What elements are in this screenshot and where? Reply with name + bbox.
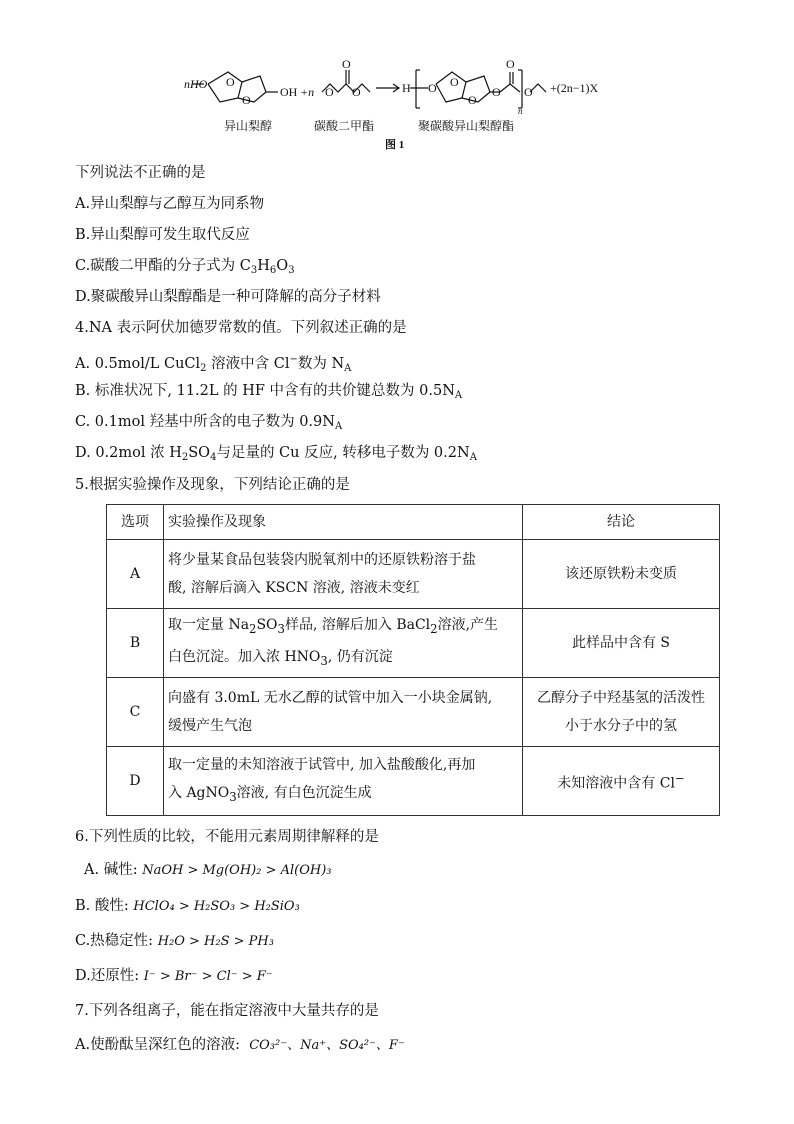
q4-d-text: D. 0.2mol 浓 H [75, 445, 182, 461]
q3-c-o: O [276, 258, 289, 274]
q4-d-post: 与足量的 Cu 反应, 转移电子数为 0.2N [216, 445, 470, 461]
q4-a-post: 数为 N [297, 356, 345, 372]
row-conclusion [523, 540, 720, 609]
q4-a-subA: A [344, 363, 352, 374]
row-operation [164, 540, 523, 609]
operation-sub: 2 [430, 622, 438, 636]
q3-c-sub: 6 [269, 265, 277, 276]
row-operation [164, 609, 523, 678]
q4-b-subA: A [454, 390, 463, 401]
reaction-figure [180, 52, 620, 152]
q4-option-c [75, 412, 342, 437]
q6-d-label: D.还原性: [75, 968, 140, 984]
row-option: A [107, 540, 164, 609]
conclusion-sup: − [674, 771, 685, 786]
q4-d-sub: 2 [181, 452, 189, 463]
q5-table [106, 504, 720, 816]
q6-b-expr: HClO₄ > H₂SO₃ > H₂SiO₃ [133, 899, 300, 914]
o-atom: O [428, 81, 437, 95]
o-atom: O [242, 93, 251, 107]
product-tail: +(2n−1)X [550, 81, 599, 95]
label-dmc: 碳酸二甲酯 [314, 119, 375, 133]
isosorbide-ring-1 [208, 72, 242, 102]
operation-text: 取一定量 Na [168, 617, 250, 634]
operation-line [168, 643, 518, 675]
q4-d-sub: 4 [210, 452, 217, 463]
operation-sub: 2 [249, 622, 257, 636]
q4-b-text: B. 标准状况下, 11.2L 的 HF 中含有的共价键总数为 0.5N [75, 383, 455, 399]
q3-option-b: B.异山梨醇可发生取代反应 [75, 227, 250, 243]
q7-option-a [75, 1035, 405, 1056]
q3-c-sub: 3 [288, 265, 295, 276]
o-atom: O [524, 85, 533, 99]
operation-sub: 3 [229, 789, 237, 804]
q3-option-c [75, 256, 295, 281]
q7-a-label: A.使酚酞呈深红色的溶液: [75, 1037, 240, 1053]
row-conclusion [523, 747, 720, 816]
row-option: D [107, 747, 164, 816]
o-atom: O [352, 85, 361, 99]
q3-c-text: C.碳酸二甲酯的分子式为 C [75, 258, 251, 274]
table-row [107, 540, 720, 609]
q4-stem: 4.NA 表示阿伏加德罗常数的值。下列叙述正确的是 [75, 320, 407, 336]
q4-option-a [75, 350, 351, 379]
operation-line: 缓慢产生气泡 [168, 718, 252, 734]
conclusion-line [527, 764, 715, 798]
o-atom: O [226, 75, 235, 89]
header-option: 选项 [107, 505, 164, 540]
row-option: B [107, 609, 164, 678]
o-atom: O [450, 75, 459, 89]
q5-stem: 5.根据实验操作及现象，下列结论正确的是 [75, 477, 350, 493]
q3-option-a: A.异山梨醇与乙醇互为同系物 [75, 196, 265, 212]
operation-line [168, 611, 518, 643]
operation-sub: 3 [320, 653, 328, 668]
q6-a-label: A. 碱性: [84, 862, 138, 878]
operation-line: 向盛有 3.0mL 无水乙醇的试管中加入一小块金属钠, [168, 690, 493, 706]
operation-sub: 3 [277, 622, 285, 636]
plus-n-label: +n [300, 85, 315, 99]
row-operation [164, 747, 523, 816]
operation-text: SO [256, 617, 278, 634]
reaction-scheme-svg [180, 52, 620, 152]
q4-c-text: C. 0.1mol 羟基中所含的电子数为 0.9N [75, 414, 335, 430]
o-atom: O [342, 57, 351, 71]
header-operation: 实验操作及现象 [164, 505, 523, 540]
operation-text: , 仍有沉淀 [327, 649, 393, 665]
q3-option-d: D.聚碳酸异山梨醇酯是一种可降解的高分子材料 [75, 289, 381, 305]
o-atom: O [506, 57, 515, 71]
row-conclusion [523, 609, 720, 678]
q3-c-h: H [257, 258, 270, 274]
operation-line: 酸, 溶解后滴入 KSCN 溶液, 溶液未变红 [168, 580, 420, 596]
label-isosorbide: 异山梨醇 [224, 119, 273, 133]
row-conclusion [523, 678, 720, 747]
q6-option-d [75, 966, 273, 987]
subscript-n: n [518, 106, 523, 116]
h-label: H [402, 81, 411, 95]
q4-option-b [75, 381, 462, 406]
q6-option-c [75, 931, 274, 952]
operation-text: 白色沉淀。加入浓 HNO [168, 649, 321, 665]
operation-line [168, 779, 518, 811]
oh-label: OH [280, 85, 298, 99]
conclusion-line: 此样品中含有 S [571, 635, 671, 651]
q6-c-label: C.热稳定性: [75, 933, 154, 949]
q6-option-b [75, 896, 300, 917]
table-row [107, 678, 720, 747]
q6-c-expr: H₂O > H₂S > PH₃ [157, 934, 274, 949]
operation-text: 溶液,产生 [437, 617, 499, 634]
row-option: C [107, 678, 164, 747]
o-atom: O [468, 93, 477, 107]
q7-a-expr: CO₃²⁻、Na⁺、SO₄²⁻、F⁻ [249, 1038, 405, 1053]
q4-d-subA: A [469, 452, 477, 463]
q6-option-a [84, 860, 332, 881]
o-atom: O [325, 85, 334, 99]
nho-label: nHO [184, 77, 208, 91]
operation-line: 将少量某食品包装袋内脱氧剂中的还原铁粉溶于盐 [168, 552, 476, 568]
conclusion-line: 小于水分子中的氢 [565, 718, 677, 734]
operation-text: 样品, 溶解后加入 BaCl [284, 617, 431, 634]
q4-c-subA: A [334, 421, 343, 432]
figure-caption: 图 1 [385, 139, 405, 151]
conclusion-line: 该还原铁粉未变质 [565, 566, 677, 582]
operation-text: 溶液, 有白色沉淀生成 [236, 785, 372, 802]
q4-a-sub: 2 [200, 363, 207, 374]
operation-text: 入 AgNO [168, 785, 230, 802]
operation-line: 取一定量的未知溶液于试管中, 加入盐酸酸化,再加 [168, 757, 476, 774]
q7-stem: 7.下列各组离子，能在指定溶液中大量共存的是 [75, 1003, 379, 1019]
conclusion-line: 乙醇分子中羟基氢的活泼性 [537, 690, 705, 706]
q4-d-mid: SO [188, 445, 211, 461]
q4-option-d [75, 443, 477, 468]
q3-stem: 下列说法不正确的是 [75, 165, 206, 181]
table-row [107, 609, 720, 678]
q3-c-sub: 3 [250, 265, 258, 276]
row-operation [164, 678, 523, 747]
header-conclusion: 结论 [523, 505, 720, 540]
q6-b-label: B. 酸性: [75, 898, 129, 914]
q4-a-mid: 溶液中含 Cl [206, 356, 290, 372]
table-header-row [107, 505, 720, 540]
q6-a-expr: NaOH > Mg(OH)₂ > Al(OH)₃ [142, 863, 332, 878]
q4-a-text: A. 0.5mol/L CuCl [75, 356, 201, 372]
q6-stem: 6.下列性质的比较，不能用元素周期律解释的是 [75, 829, 379, 845]
conclusion-text: 未知溶液中含有 Cl [557, 775, 675, 792]
label-polymer: 聚碳酸异山梨醇酯 [418, 119, 515, 133]
q4-a-sup: − [289, 354, 298, 365]
table-row [107, 747, 720, 816]
o-atom: O [492, 85, 501, 99]
q6-d-expr: I⁻ > Br⁻ > Cl⁻ > F⁻ [143, 969, 273, 984]
